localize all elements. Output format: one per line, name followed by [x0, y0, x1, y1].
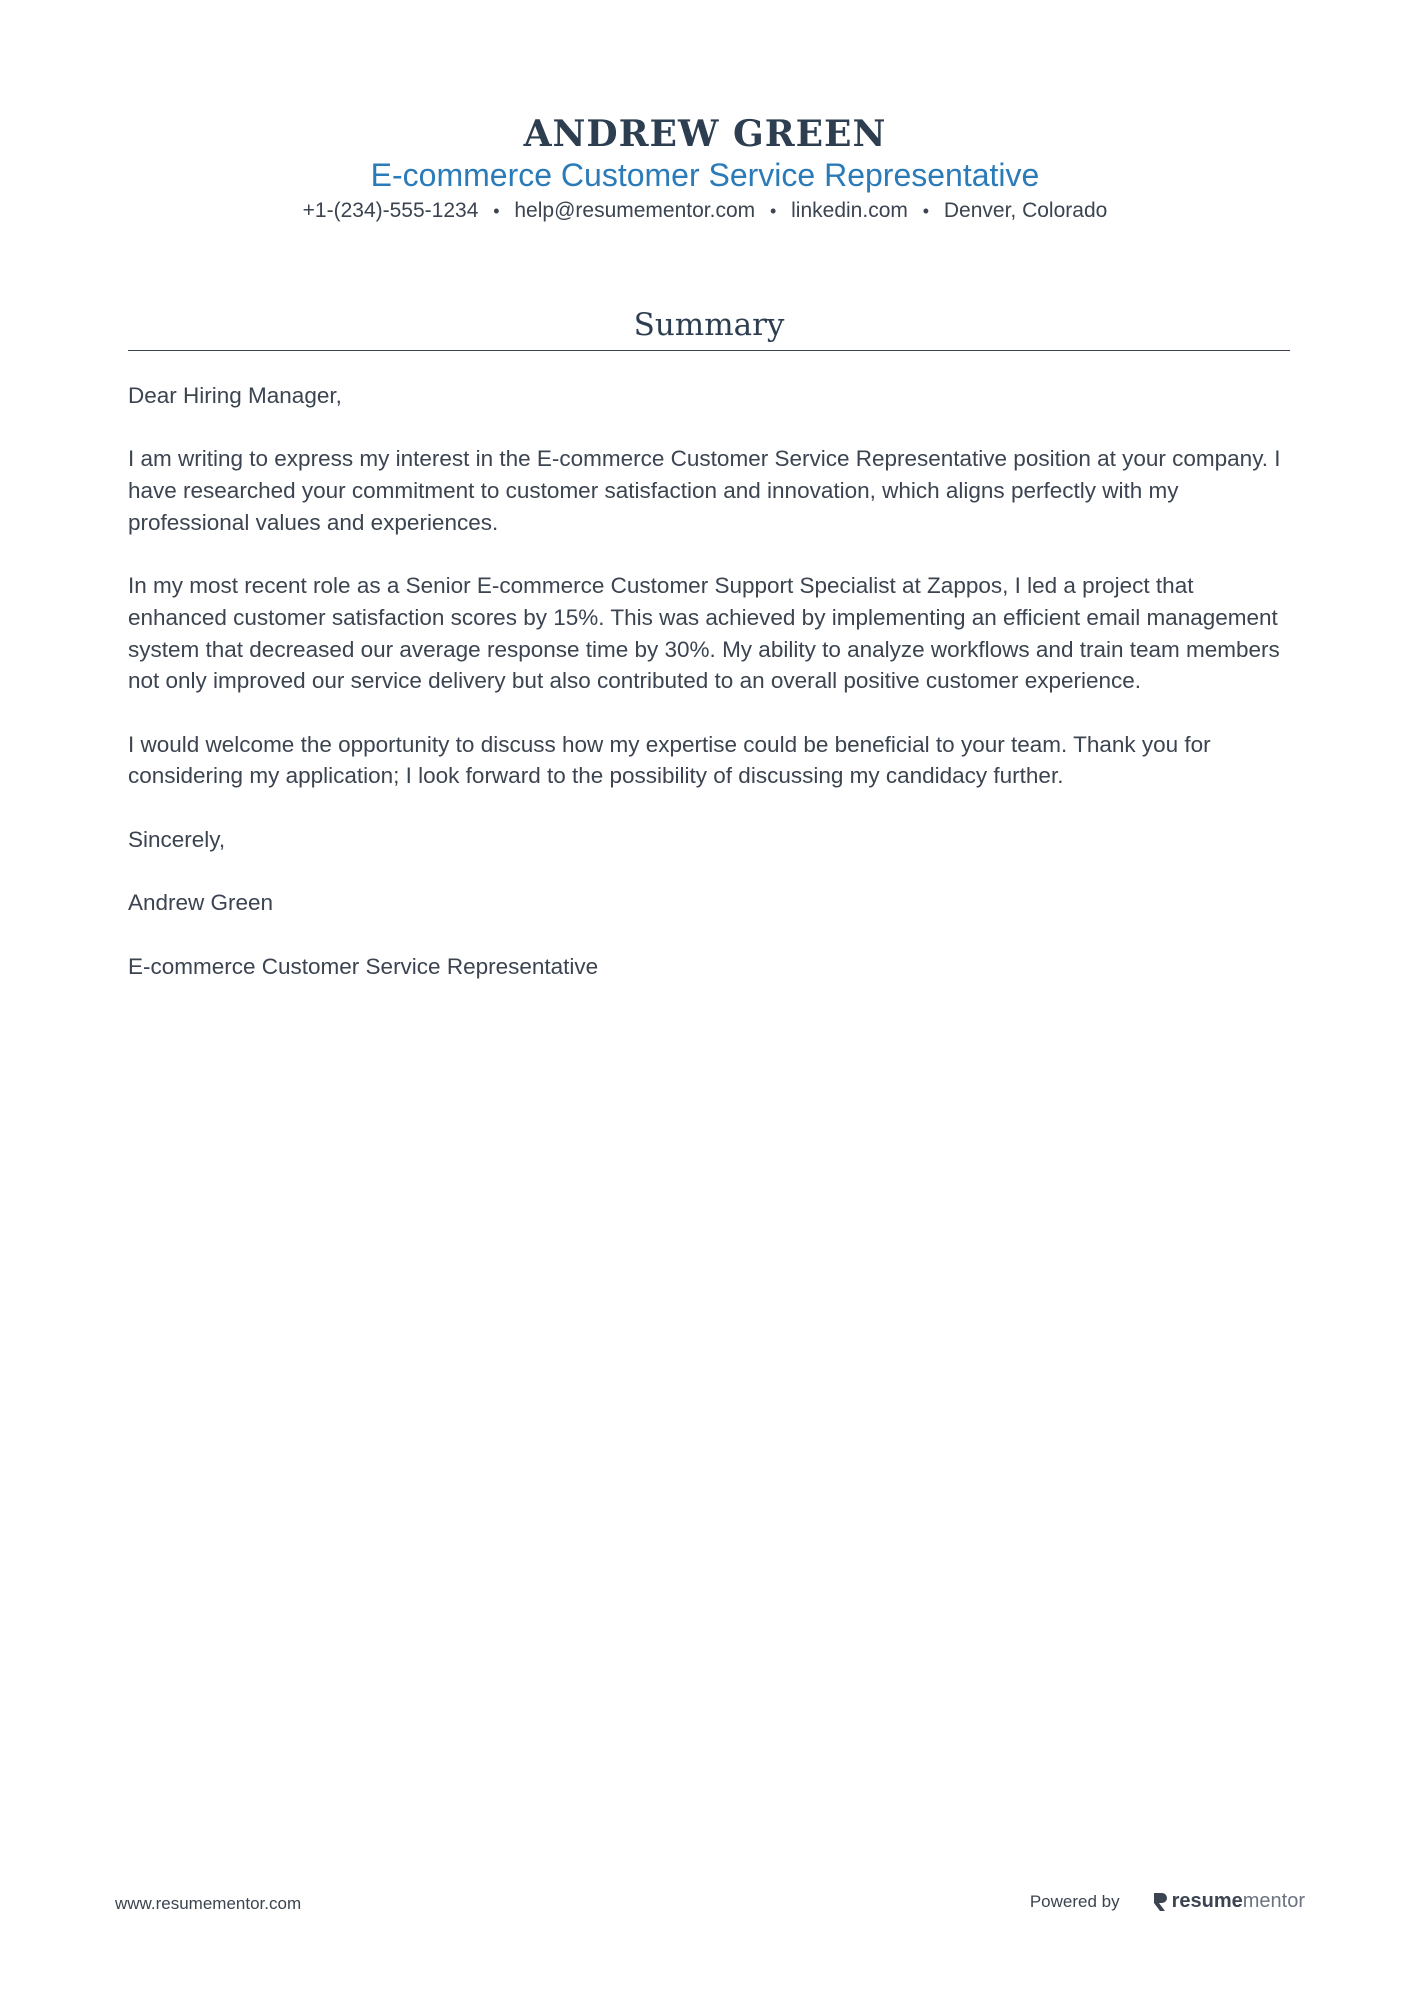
salutation: Dear Hiring Manager, [128, 383, 342, 408]
letter-paragraph: I would welcome the opportunity to discuss how my expertise could be beneficial to your team. Thank you for considering my application; I look forward to the possibility of discussing my candidacy further. [128, 731, 1211, 789]
contact-location: Denver, Colorado [943, 199, 1108, 222]
signature-title: E-commerce Customer Service Representative [128, 953, 599, 979]
summary-section-header [128, 304, 1290, 351]
letter-paragraph: In my most recent role as a Senior E-commerce Customer Support Specialist at Zappos, I led a project that enhanced customer satisfaction scores by 15%. This was achieved by implementing an efficient email management system that decreased our average response time by 30%. My ability to analyze workflows and train team members not only improved our service delivery but also contributed to an overall positive customer experience. [128, 573, 1280, 694]
contact-website[interactable]: linkedin.com [791, 199, 908, 222]
contact-separator: • [922, 201, 930, 221]
letter-paragraph: I am writing to express my interest in the E-commerce Customer Service Representative position at your company. I have researched your commitment to customer satisfaction and innovation, which aligns perfectly with my professional values and experiences. [128, 446, 1281, 535]
closing: Sincerely, [128, 826, 226, 852]
brand-logo[interactable] [1152, 1890, 1305, 1913]
brand-logo-icon [1152, 1892, 1168, 1912]
contact-separator: • [769, 201, 777, 221]
footer-website[interactable]: www.resumementor.com [115, 1894, 302, 1913]
candidate-name: ANDREW GREEN [523, 113, 887, 155]
letter-body [128, 380, 1290, 1014]
contact-email[interactable]: help@resumementor.com [514, 199, 756, 222]
section-divider [128, 350, 1290, 351]
candidate-role: E-commerce Customer Service Representative [370, 157, 1040, 193]
header [0, 112, 1410, 225]
section-title: Summary [633, 307, 785, 343]
signature-name: Andrew Green [128, 890, 274, 916]
contact-phone: +1-(234)-555-1234 [302, 199, 479, 222]
brand-name-part1: resume [1171, 1890, 1243, 1912]
footer-branding [1030, 1890, 1305, 1913]
contact-line [0, 197, 1410, 225]
brand-name-part2: mentor [1242, 1890, 1305, 1912]
contact-separator: • [493, 201, 500, 221]
powered-by-label: Powered by [1029, 1891, 1120, 1911]
